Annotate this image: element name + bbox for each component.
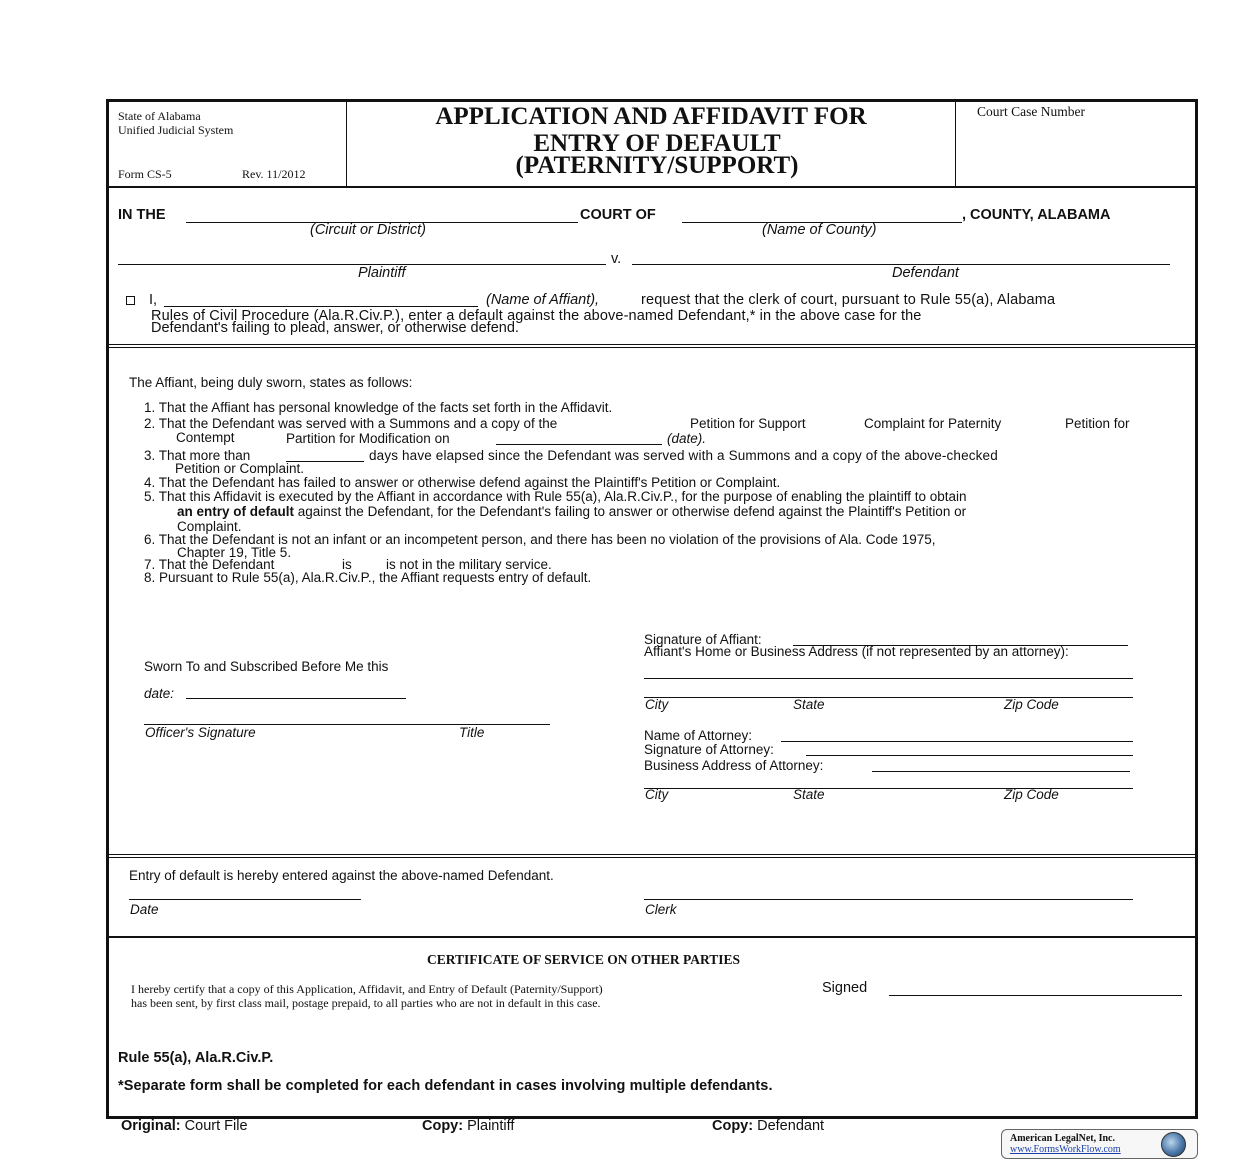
plaintiff-label: Plaintiff xyxy=(358,265,406,281)
signature-of-affiant-label: Signature of Affiant: xyxy=(644,632,762,647)
defendant-label: Defendant xyxy=(892,265,959,281)
brand-badge[interactable] xyxy=(1001,1129,1198,1159)
business-address-line2[interactable] xyxy=(644,788,1133,789)
attorney-zip-label: Zip Code xyxy=(1004,787,1059,802)
modification-date-field[interactable] xyxy=(496,444,662,445)
affidavit-item-1: 1. That the Affiant has personal knowledge of the facts set forth in the Affidavit. xyxy=(144,400,613,415)
rule-reference: Rule 55(a), Ala.R.Civ.P. xyxy=(118,1050,274,1066)
form-title-line1: APPLICATION AND AFFIDAVIT FOR xyxy=(435,103,867,130)
item2-complaint-paternity[interactable]: Complaint for Paternity xyxy=(864,416,1002,431)
affidavit-item-2: 2. That the Defendant was served with a Summons and a copy of the xyxy=(144,416,558,431)
affidavit-item-5-line2 xyxy=(177,504,966,519)
brand-url[interactable]: www.FormsWorkFlow.com xyxy=(1010,1144,1121,1155)
frame-left xyxy=(106,99,109,1119)
affiant-state-label: State xyxy=(793,697,825,712)
attorney-city-label: City xyxy=(645,787,669,802)
name-of-attorney-field[interactable] xyxy=(781,741,1133,742)
section-divider-2a xyxy=(106,854,1198,855)
affidavit-item-3: 3. That more than xyxy=(144,448,251,463)
original-value: Court File xyxy=(180,1118,248,1134)
distribution-original xyxy=(121,1118,248,1134)
affiant-name-field[interactable] xyxy=(164,306,478,307)
entry-of-default-emphasis: an entry of default xyxy=(177,504,295,519)
affidavit-item-6-cont: Chapter 19, Title 5. xyxy=(177,545,292,560)
affiant-name-hint: (Name of Affiant), xyxy=(486,292,600,308)
form-number: Form CS-5 xyxy=(118,167,172,181)
affidavit-item-3-rest: days have elapsed since the Defendant was served with a Summons and a copy of the above-checked xyxy=(369,448,998,463)
certificate-line1: I hereby certify that a copy of this Application, Affidavit, and Entry of Default (Paternity/Support) xyxy=(131,982,603,996)
attorney-state-label: State xyxy=(793,787,825,802)
distribution-copy-plaintiff xyxy=(422,1118,514,1134)
section-divider-1a xyxy=(106,344,1198,345)
item2-contempt: Contempt xyxy=(176,430,235,445)
business-address-field[interactable] xyxy=(872,771,1130,772)
business-address-label: Business Address of Attorney: xyxy=(644,758,824,773)
item7-is-option[interactable]: is xyxy=(342,557,352,572)
affidavit-item-3-cont: Petition or Complaint. xyxy=(175,461,305,476)
affiant-city-label: City xyxy=(645,697,669,712)
affidavit-item-7: 7. That the Defendant xyxy=(144,557,275,572)
signature-of-attorney-field[interactable] xyxy=(806,755,1133,756)
item2-date-hint: (date). xyxy=(667,431,707,446)
copy-defendant-label: Copy: xyxy=(712,1118,754,1134)
section-divider-2b xyxy=(106,857,1198,858)
clerk-label: Clerk xyxy=(645,902,677,917)
in-the-label: IN THE xyxy=(118,207,166,223)
request-text-line2: Rules of Civil Procedure (Ala.R.Civ.P.), enter a default against the above-named Defendant,* in the above case for the xyxy=(151,308,922,324)
frame-bottom xyxy=(106,1116,1198,1119)
request-checkbox[interactable] xyxy=(126,296,135,305)
circuit-hint: (Circuit or District) xyxy=(310,222,426,238)
officer-signature-label: Officer's Signature xyxy=(145,725,256,740)
form-title-line3: (PATERNITY/SUPPORT) xyxy=(515,152,799,179)
signed-label: Signed xyxy=(822,980,868,996)
distribution-copy-defendant xyxy=(712,1118,824,1134)
affidavit-item-5: 5. That this Affidavit is executed by the Affiant in accordance with Rule 55(a), Ala.R.Civ.P., for the purpose of enabling the plaintiff to obtain xyxy=(144,489,967,504)
certificate-line2: has been sent, by first class mail, postage prepaid, to all parties who are not in default in this case. xyxy=(131,996,601,1010)
i-label: I, xyxy=(149,292,158,308)
affiant-address-label: Affiant's Home or Business Address (if not represented by an attorney): xyxy=(644,644,1069,659)
affidavit-item-5-line3: Complaint. xyxy=(177,519,242,534)
court-of-label: COURT OF xyxy=(580,207,656,223)
original-label: Original: xyxy=(121,1118,181,1134)
signature-of-attorney-label: Signature of Attorney: xyxy=(644,742,774,757)
copy-defendant-value: Defendant xyxy=(753,1118,825,1134)
affidavit-intro: The Affiant, being duly sworn, states as follows: xyxy=(129,375,413,390)
system-label: Unified Judicial System xyxy=(118,123,234,137)
affiant-address-line2[interactable] xyxy=(644,697,1133,698)
item2-modification[interactable]: Partition for Modification on xyxy=(286,431,450,446)
copy-plaintiff-value: Plaintiff xyxy=(463,1118,515,1134)
affiant-address-line1[interactable] xyxy=(644,678,1133,679)
sworn-to-label: Sworn To and Subscribed Before Me this xyxy=(144,659,389,674)
revision: Rev. 11/2012 xyxy=(242,167,306,181)
versus-label: v. xyxy=(611,251,622,267)
request-text-line1: request that the clerk of court, pursuant to Rule 55(a), Alabama xyxy=(641,292,1056,308)
globe-icon xyxy=(1161,1132,1186,1157)
entry-date-label: Date xyxy=(130,902,159,917)
entry-of-default-text: Entry of default is hereby entered against the above-named Defendant. xyxy=(129,868,554,883)
name-of-attorney-label: Name of Attorney: xyxy=(644,728,753,743)
item2-petition-support[interactable]: Petition for Support xyxy=(690,416,806,431)
section-divider-3 xyxy=(106,936,1198,938)
county-alabama-label: , COUNTY, ALABAMA xyxy=(962,207,1111,223)
frame-top xyxy=(106,99,1198,102)
section-divider-1b xyxy=(106,347,1198,348)
affiant-zip-label: Zip Code xyxy=(1004,697,1059,712)
form-title-line2: ENTRY OF DEFAULT xyxy=(533,130,781,157)
sworn-date-field[interactable] xyxy=(186,698,406,699)
item2-petition-for[interactable]: Petition for xyxy=(1065,416,1130,431)
affidavit-item-8: 8. Pursuant to Rule 55(a), Ala.R.Civ.P., the Affiant requests entry of default. xyxy=(144,570,592,585)
header-bottom-line xyxy=(106,186,1198,188)
entry-date-field[interactable] xyxy=(129,899,361,900)
copy-plaintiff-label: Copy: xyxy=(422,1118,464,1134)
certificate-heading: CERTIFICATE OF SERVICE ON OTHER PARTIES xyxy=(427,952,741,967)
county-hint: (Name of County) xyxy=(762,222,877,238)
frame-right xyxy=(1195,99,1198,1119)
certificate-signed-field[interactable] xyxy=(889,995,1182,996)
request-text-line3: Defendant's failing to plead, answer, or otherwise defend. xyxy=(151,320,519,336)
clerk-signature-field[interactable] xyxy=(644,899,1133,900)
affidavit-item-6: 6. That the Defendant is not an infant or an incompetent person, and there has been no violation of the provisions of Ala. Code 1975, xyxy=(144,532,936,547)
state-label: State of Alabama xyxy=(118,109,201,123)
separate-form-note: *Separate form shall be completed for each defendant in cases involving multiple defendants. xyxy=(118,1078,773,1094)
court-case-number-label: Court Case Number xyxy=(977,104,1085,119)
sworn-date-label: date: xyxy=(144,686,175,701)
affidavit-item-5-line2-text: against the Defendant, for the Defendant's failing to answer or otherwise defend against the Plaintiff's Petition or xyxy=(294,504,967,519)
officer-title-label: Title xyxy=(459,725,485,740)
brand-name: American LegalNet, Inc. xyxy=(1010,1133,1115,1144)
item7-is-not-option[interactable]: is not in the military service. xyxy=(386,557,552,572)
affidavit-item-4: 4. That the Defendant has failed to answer or otherwise defend against the Plaintiff's Petition or Complaint. xyxy=(144,475,781,490)
